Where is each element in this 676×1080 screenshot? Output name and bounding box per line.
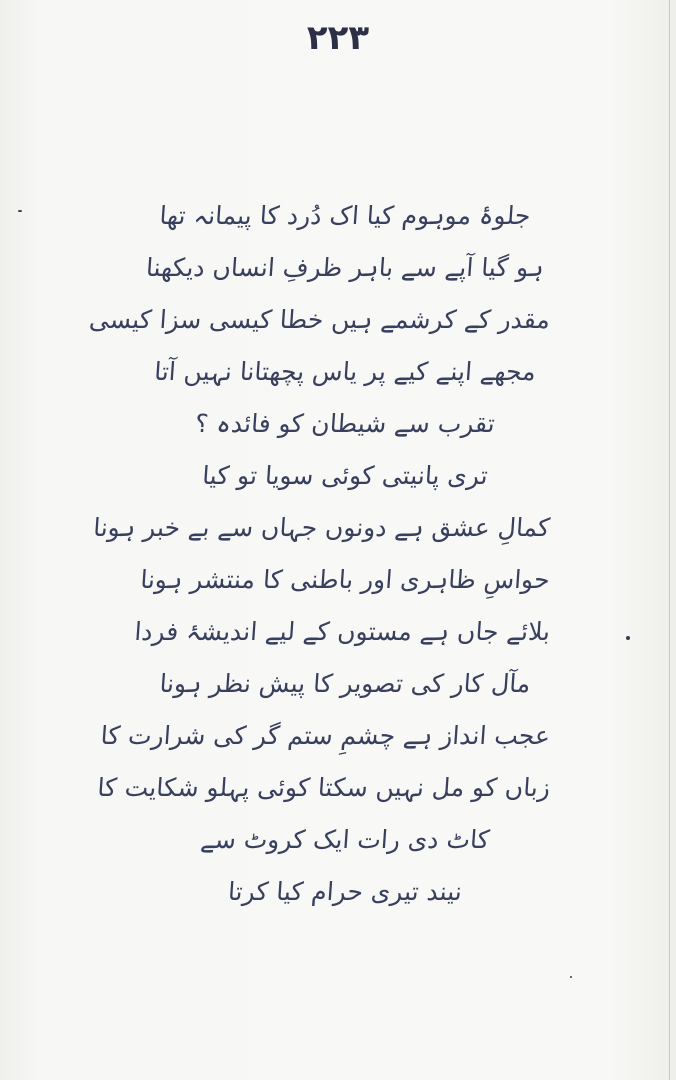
page-number: ۲۲۳: [306, 18, 370, 58]
ink-speck: [626, 636, 630, 640]
page-edge: [669, 0, 670, 1080]
poem-line: ہو گیا آپے سے باہر ظرفِ انساں دیکھنا: [145, 253, 545, 282]
ink-speck: [18, 210, 22, 212]
poem-line: جلوۂ موہوم کیا اک دُرد کا پیمانہ تھا: [158, 201, 532, 230]
poem-line: کاٹ دی رات ایک کروٹ سے: [199, 825, 491, 854]
poem-line: تقرب سے شیطان کو فائدہ ؟: [194, 409, 496, 438]
poem-line: مقدر کے کرشمے ہیں خطا کیسی سزا کیسی: [88, 305, 552, 334]
poem-line: کمالِ عشق ہے دونوں جہاں سے بے خبر ہونا: [92, 513, 552, 542]
poem-line: عجب انداز ہے چشمِ ستم گر کی شرارت کا: [99, 721, 552, 750]
poem-line: حواسِ ظاہری اور باطنی کا منتشر ہونا: [139, 565, 551, 594]
poem-line: نیند تیری حرام کیا کرتا: [227, 877, 463, 906]
poem-line: تری پانیتی کوئی سویا تو کیا: [201, 461, 489, 490]
poem-line: مجھے اپنے کیے پر یاس پچھتانا نہیں آتا: [153, 357, 537, 386]
poem-line: مآل کار کی تصویر کا پیش نظر ہونا: [158, 669, 532, 698]
poem: [88, 190, 552, 918]
poem-line: زباں کو مل نہیں سکتا کوئی پہلو شکایت کا: [96, 773, 552, 802]
poem-line: بلائے جاں ہے مستوں کے لیے اندیشۂ فردا: [133, 617, 552, 646]
ink-speck: [570, 976, 572, 978]
